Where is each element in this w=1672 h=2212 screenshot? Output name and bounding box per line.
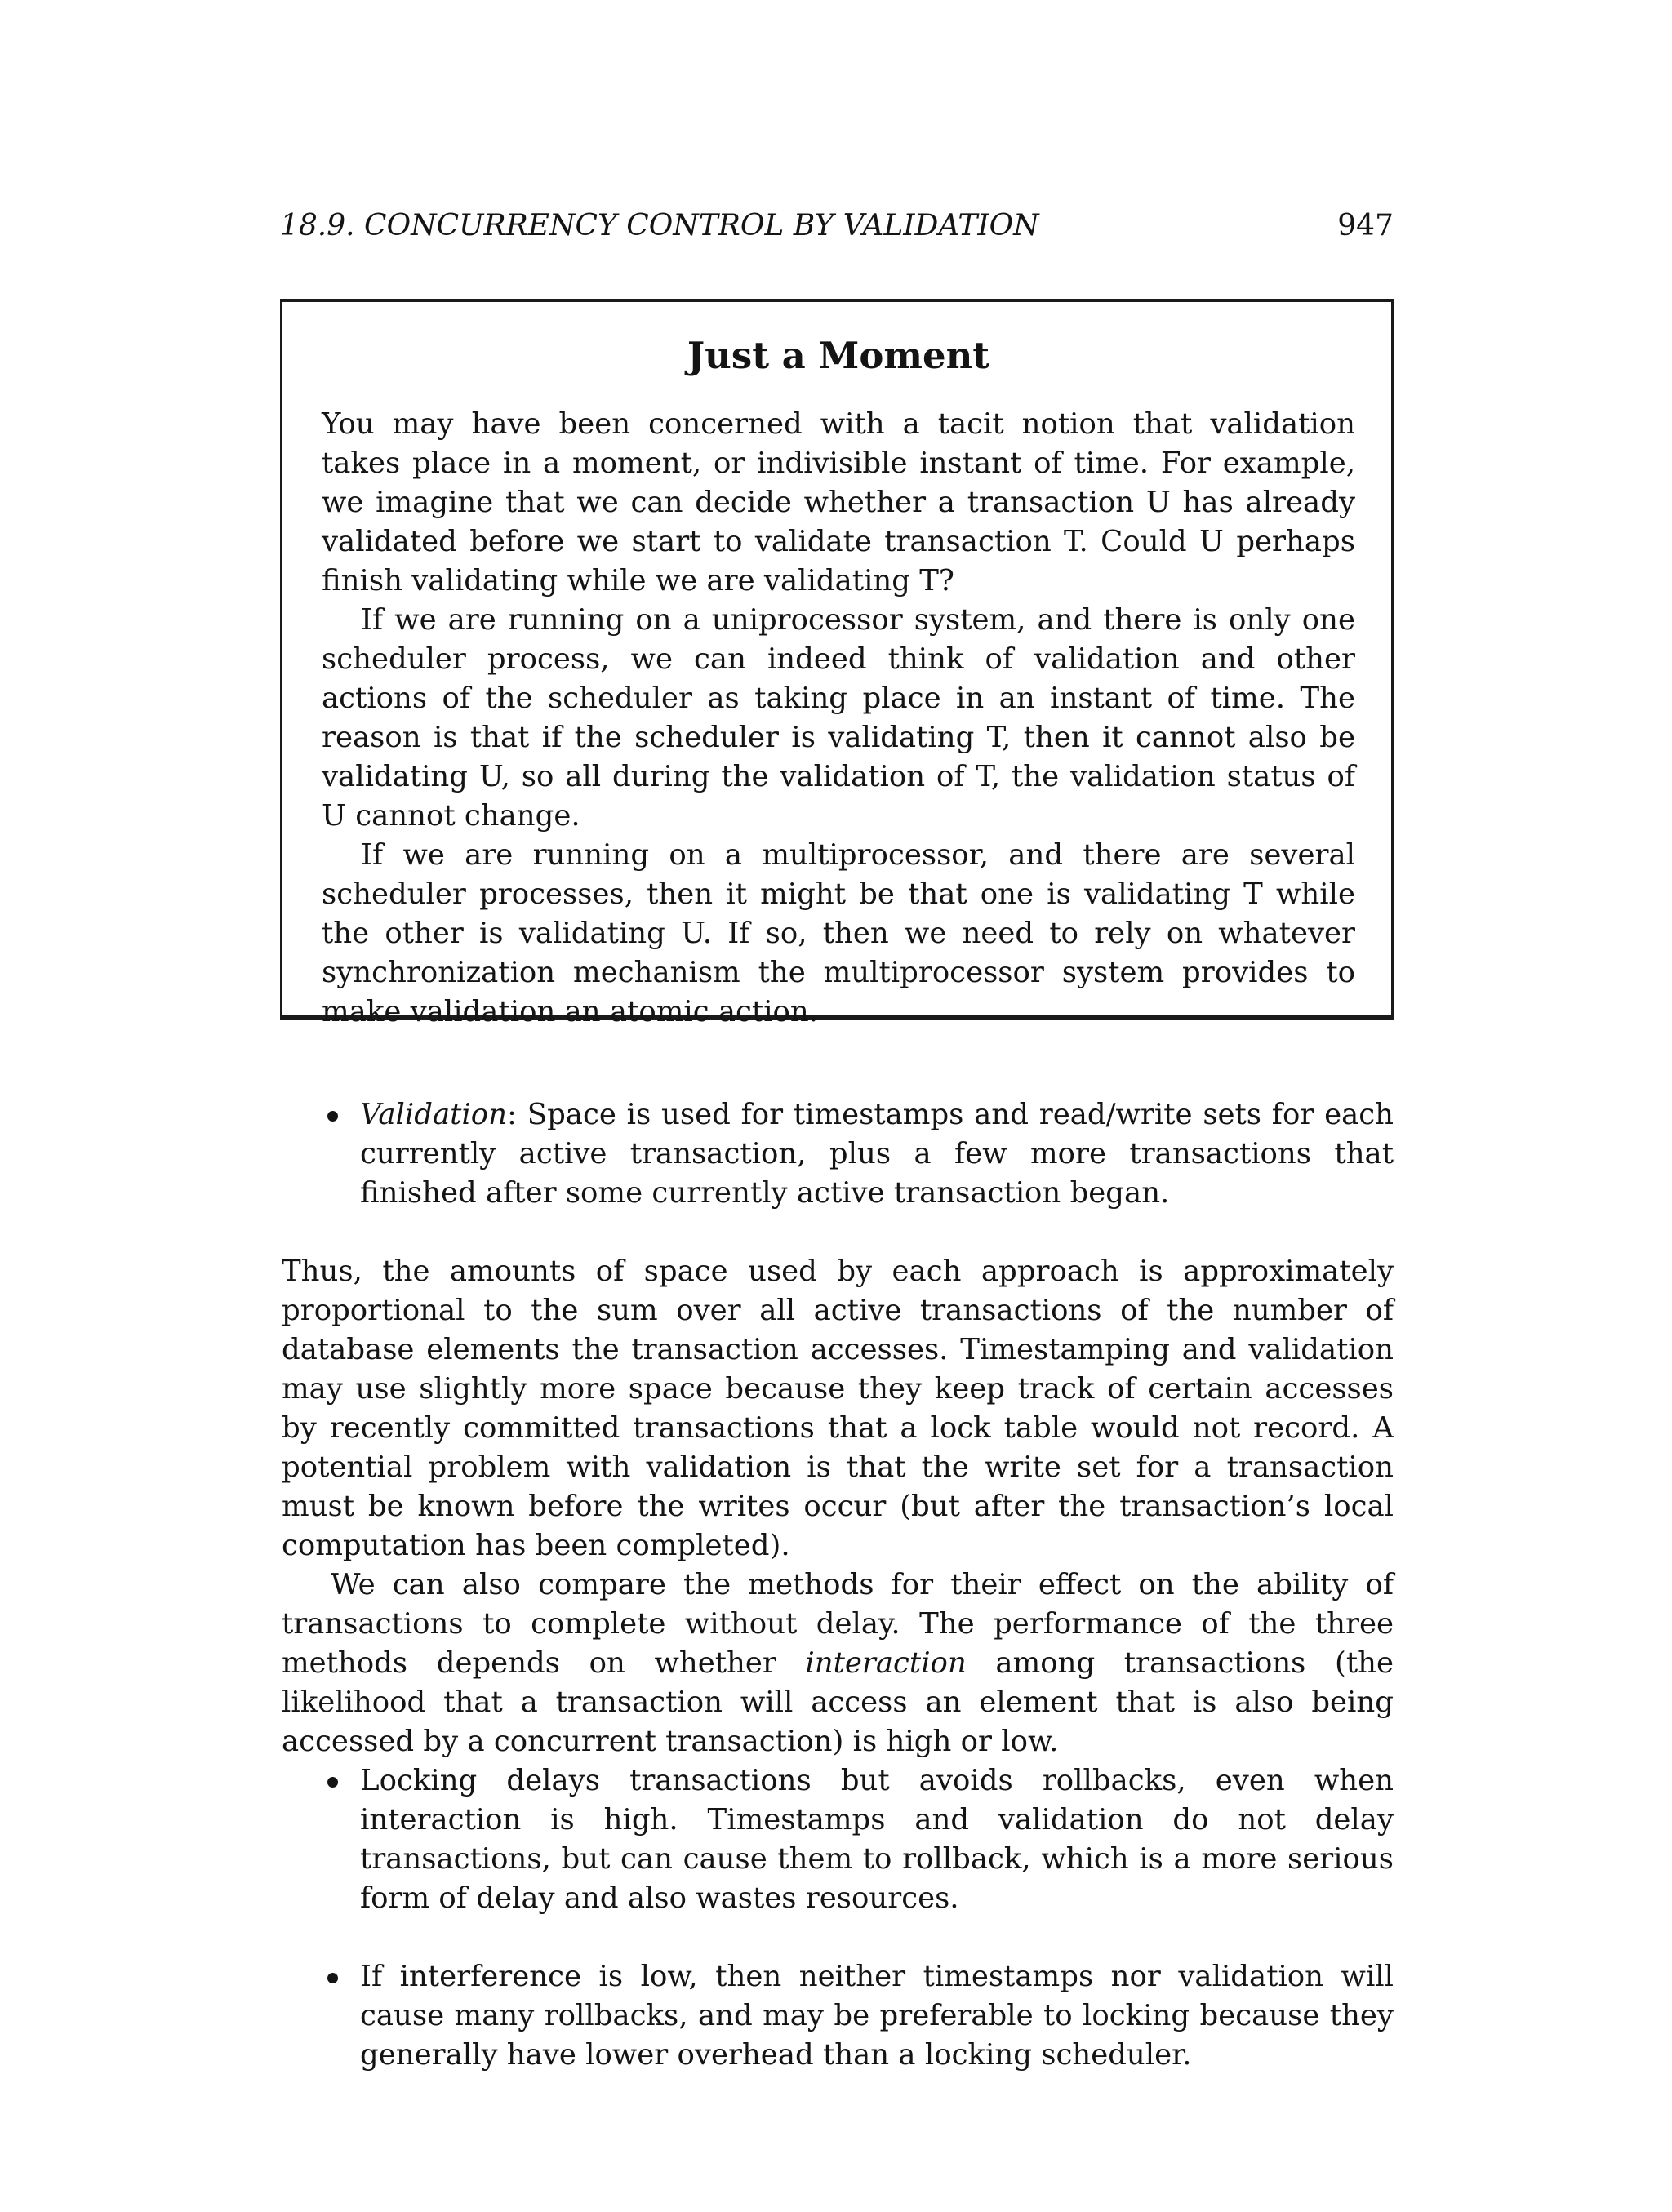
validation-bullet-list: [282, 1095, 1394, 1213]
box-paragraph-2: If we are running on a uniprocessor system, and there is only one scheduler process, we can indeed think of validation and other actions of the scheduler as taking place in an instant of time. The reason is that if the scheduler is validating T, then it cannot also be validating U, so all during the validation of T, the validation status of U cannot change.: [322, 603, 1355, 833]
bullet-icon: [327, 1777, 338, 1788]
main-text: [282, 1252, 1394, 1761]
list-item: [282, 1957, 1394, 2075]
body-paragraph-2: [282, 1566, 1394, 1761]
bullet-icon: [327, 1973, 338, 1983]
box-title: Just a Moment: [687, 334, 990, 377]
section-title: 18.9. CONCURRENCY CONTROL BY VALIDATION: [280, 209, 1039, 242]
bullet-text: Locking delays transactions but avoids rollbacks, even when interaction is high. Timestamps and validation do not delay transactions, but can cause them to rollback, which is a more serious form of delay and also wastes resources.: [360, 1764, 1394, 1915]
list-item: [282, 1761, 1394, 1918]
bullet-text: If interference is low, then neither timestamps nor validation will cause many rollbacks, and may be preferable to locking because they generally have lower overhead than a locking scheduler.: [360, 1960, 1394, 2072]
validation-text: : Space is used for timestamps and read/write sets for each currently active transaction, plus a few more transactions that finished after some currently active transaction began.: [360, 1098, 1394, 1210]
validation-term: Validation: [360, 1098, 507, 1131]
paragraph-2-text-end: among transactions (the likelihood that a transaction will access an element that is also being accessed by a concurrent transaction) is high or low.: [282, 1646, 1394, 1758]
bullet-icon: [327, 1111, 338, 1122]
box-paragraph-1: You may have been concerned with a tacit notion that validation takes place in a moment, or indivisible instant of time. For example, we imagine that we can decide whether a transaction U has already validated before we start to validate transaction T. Could U perhaps finish validating while we are validating T?: [322, 407, 1355, 597]
just-a-moment-box: [280, 299, 1394, 1028]
running-header: [280, 206, 1394, 247]
body-paragraph-1: Thus, the amounts of space used by each approach is approximately proportional to the sum over all active transactions of the number of database elements the transaction accesses. Timestamping and validation may use slightly more space because they keep track of certain accesses by recently committed transactions that a lock table would not record. A potential problem with validation is that the write set for a transaction must be known before the writes occur (but after the transaction’s local computation has been completed).: [282, 1255, 1394, 1562]
comparison-bullet-list: [282, 1761, 1394, 2075]
list-item: [282, 1095, 1394, 1213]
box-paragraph-3: If we are running on a multiprocessor, and there are several scheduler processes, then it might be that one is validating T while the other is validating U. If so, then we need to rely on whatever synchronization mechanism the multiprocessor system provides to make validation an atomic action.: [322, 838, 1355, 1028]
interaction-term: interaction: [805, 1646, 967, 1680]
page-number: 947: [1337, 209, 1394, 242]
paragraph-2-text: We can also compare the methods for their effect on the ability of transactions to complete without delay. The performance of the three methods depends on whether: [282, 1568, 1394, 1680]
